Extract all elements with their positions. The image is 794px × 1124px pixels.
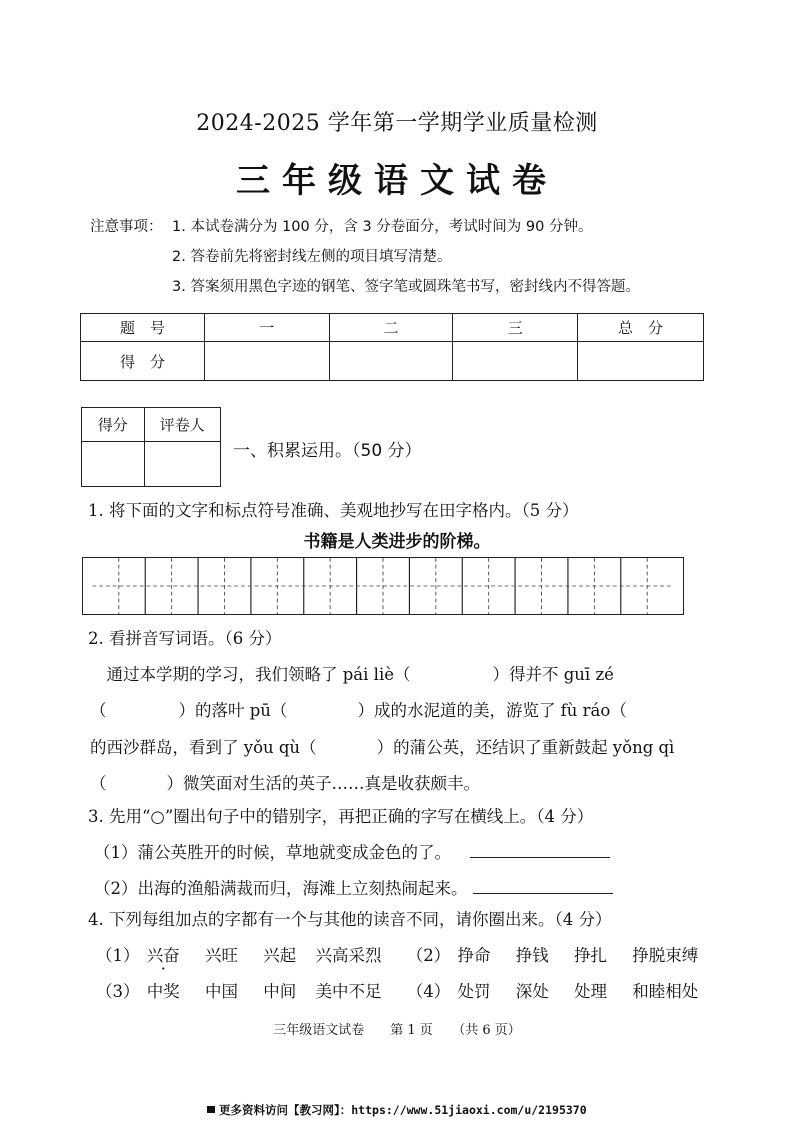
q3-item-1-text: （1）蒲公英胜开的时候，草地就变成金色的了。	[94, 843, 451, 862]
tianzige-grid[interactable]	[82, 557, 684, 615]
score-header-part2: 二	[329, 314, 453, 342]
q3-item-2-text: （2）出海的渔船满裁而归，海滩上立刻热闹起来。	[94, 879, 468, 898]
score-header-part1: 一	[204, 314, 329, 342]
q4-word[interactable]: 兴起	[263, 946, 297, 965]
score-header-part3: 三	[453, 314, 578, 342]
q2-line-4	[90, 770, 710, 794]
q2-text-2b: ）的落叶 pū（	[178, 701, 288, 720]
q2-line-3	[90, 734, 710, 758]
flag-icon	[207, 1106, 215, 1113]
score-cell-part1[interactable]	[204, 342, 329, 381]
q4-word[interactable]: 挣脱束缚	[632, 946, 699, 965]
exam-title: 三年级语文试卷	[236, 161, 558, 201]
score-cell-part3[interactable]	[453, 342, 578, 381]
q4-word[interactable]: 兴旺	[205, 946, 238, 965]
q4-word[interactable]: 挣命	[457, 946, 491, 965]
q2-text-4a: （	[90, 774, 107, 793]
page-footer: 三年级语文试卷 第 1 页 （共 6 页）	[273, 1023, 521, 1038]
q1-sample-sentence: 书籍是人类进步的阶梯。	[303, 532, 491, 552]
q4-row-1	[96, 942, 698, 966]
score-header-total: 总 分	[578, 314, 704, 342]
q4-word[interactable]: 处罚	[457, 982, 491, 1001]
note-item-3: 3. 答案须用黑色字迹的钢笔、签字笔或圆珠笔书写，密封线内不得答题。	[172, 279, 640, 295]
q4-word[interactable]: 美中不足	[315, 982, 382, 1001]
q4-word[interactable]: 兴高采烈	[315, 946, 382, 965]
score-cell-part2[interactable]	[329, 342, 453, 381]
q4-word[interactable]: 挣钱	[515, 946, 549, 965]
q4-word[interactable]: 和睦相处	[632, 982, 699, 1001]
q3-item-2	[94, 875, 613, 899]
promo-link[interactable]	[207, 1102, 587, 1118]
grader-score-label: 得分	[82, 408, 145, 442]
q2-text-3a: 的西沙群岛，看到了 yǒu qù（	[90, 738, 317, 757]
q4-label-4: （4）	[406, 982, 451, 1001]
score-cell-total[interactable]	[578, 342, 704, 381]
q2-text-1b: ）得并不 guī zé	[492, 665, 614, 684]
q4-label-2: （2）	[406, 946, 451, 965]
section-1-heading: 一、积累运用。（50 分）	[233, 441, 422, 461]
score-header-question: 题 号	[81, 314, 205, 342]
notes-label: 注意事项：	[90, 219, 163, 235]
q1-prompt: 1. 将下面的文字和标点符号准确、美观地抄写在田字格内。（5 分）	[88, 501, 579, 520]
note-item-2: 2. 答卷前先将密封线左侧的项目填写清楚。	[172, 249, 452, 265]
q2-line-1	[90, 661, 710, 685]
promo-text: 更多资料访问【教习网】：https://www.51jiaoxi.com/u/2195370	[219, 1103, 587, 1117]
q4-word[interactable]: 中奖	[146, 982, 180, 1001]
score-table	[80, 313, 704, 381]
grader-name-label: 评卷人	[144, 408, 220, 442]
q4-prompt: 4. 下列每组加点的字都有一个与其他的读音不同，请你圈出来。（4 分）	[88, 910, 612, 929]
q3-answer-line-1[interactable]	[470, 857, 610, 858]
grader-score-cell[interactable]	[82, 442, 145, 487]
q2-text-2a: （	[90, 701, 107, 720]
q2-text-2c: ）成的水泥道的美，游览了 fù ráo（	[357, 701, 627, 720]
q3-answer-line-2[interactable]	[473, 893, 613, 894]
q4-row-2	[96, 978, 698, 1002]
score-row-label: 得 分	[81, 342, 205, 381]
q4-word[interactable]: 挣扎	[574, 946, 607, 965]
q4-word[interactable]: 中国	[205, 982, 238, 1001]
note-item-1: 1. 本试卷满分为 100 分，含 3 分卷面分，考试时间为 90 分钟。	[172, 219, 593, 235]
q3-prompt: 3. 先用“○”圈出句子中的错别字，再把正确的字写在横线上。（4 分）	[88, 807, 594, 826]
q4-label-3: （3）	[96, 982, 140, 1001]
grader-box	[81, 407, 221, 487]
q4-word[interactable]: 中间	[263, 982, 297, 1001]
q2-text-4b: ）微笑面对生活的英子……真是收获颇丰。	[166, 774, 480, 793]
q2-prompt: 2. 看拼音写词语。（6 分）	[88, 629, 282, 648]
exam-subtitle: 2024-2025 学年第一学期学业质量检测	[196, 111, 598, 136]
grader-name-cell[interactable]	[144, 442, 220, 487]
q4-word[interactable]: 深处	[515, 982, 549, 1001]
q4-word[interactable]: 处理	[574, 982, 607, 1001]
q2-text-1a: 通过本学期的学习，我们领略了 pái liè（	[90, 665, 411, 684]
q4-word[interactable]: 兴奋	[146, 946, 180, 965]
q2-text-3b: ）的蒲公英，还结识了重新鼓起 yǒng qì	[376, 738, 675, 757]
q3-item-1	[94, 839, 610, 863]
q4-label-1: （1）	[96, 946, 140, 965]
q2-line-2	[90, 697, 710, 721]
